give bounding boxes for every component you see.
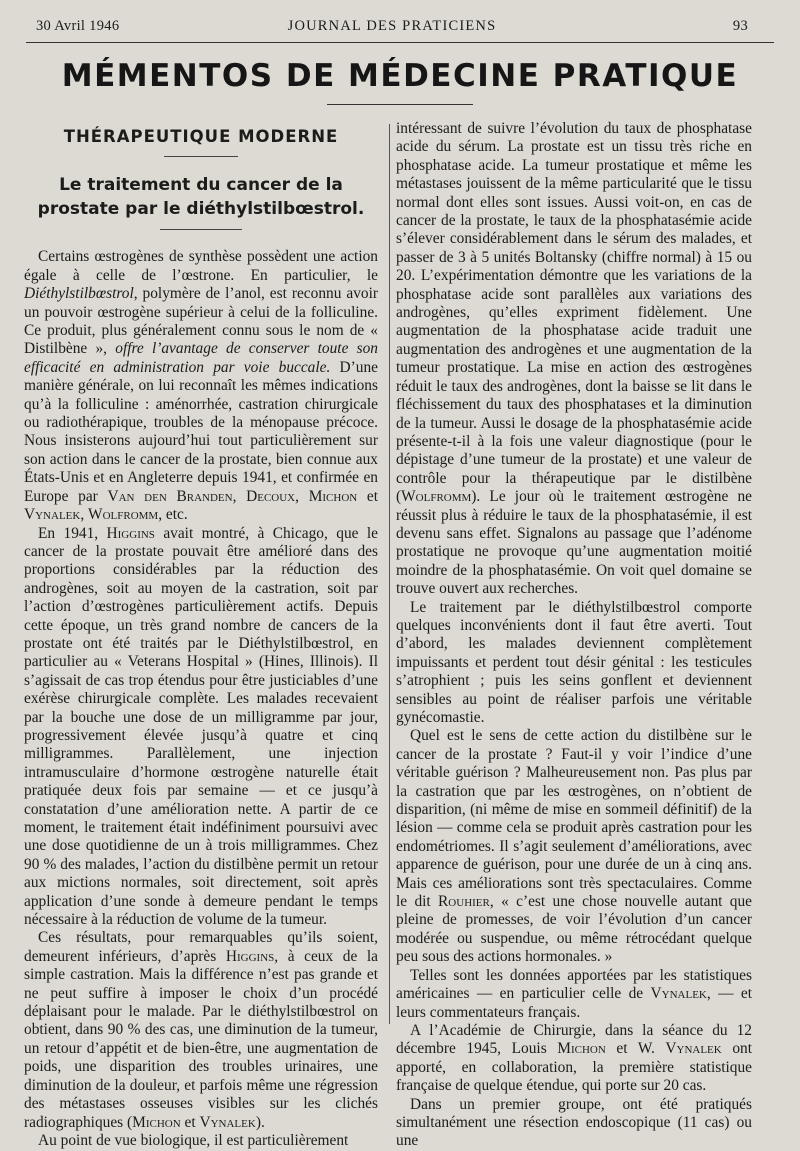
paragraph: Le traitement par le diéthylstilbœstrol comporte quelques inconvénients dont il faut être averti. Tout d’abord, les malades deviennent complètement impuissants et perdent tout désir génital : les testicules s’atrophient ; puis les seins gonflent et deviennent sensibles au point de réaliser parfois une véritable gynécomastie.: [396, 598, 752, 726]
article-title: Le traitement du cancer de la prostate par le diéthylstilbœstrol.: [37, 175, 365, 220]
paragraph: intéressant de suivre l’évolution du taux de phosphatase acide du sérum. La prostate est un tissu très riche en phosphatase acide. La tumeur prostatique et même les métastases jouissent de la même particularité que le tissu normal dont elles sont issues. Aussi voit-on, en cas de cancer de la prostate, le taux de la phosphatasémie acide s’élever considérablement dans le sérum des malades, et passer de 3 à 5 unités Boltansky (chiffre normal) à 15 ou 20. L’expérimentation démontre que les variations de la phosphatase acide sont parallèles aux variations des androgènes, qu’elles expriment fidèlement. Une augmentation de la phosphatase acide traduit une augmentation des androgènes et une augmentation de la tumeur prostatique. La mise en action des œstrogènes réduit le taux des androgènes, dont la baisse se lit dans le fléchissement du taux des phosphatases et la diminution de la tumeur. Aussi le dosage de la phosphatasémie acide présente-t-il à la fois une valeur diagnostique (pour le dépistage d’une tumeur de la prostate) et une valeur de contrôle pour la thérapeutique par le distilbène (Wolfromm). Le jour où le traitement œstrogène ne réussit plus à réduire le taux de la phosphatasémie, il est devenu sans effet. Signalons au passage que l’adénome prostatique ne provoque qu’une augmentation moitié moindre de la phosphatasémie. On voit quel domaine se trouve ouvert aux recherches.: [396, 120, 752, 598]
section-title: THÉRAPEUTIQUE MODERNE: [63, 127, 339, 146]
author-name: Vynalek: [665, 1040, 722, 1058]
section-rule: [164, 156, 238, 157]
author-name: Michon: [132, 1113, 181, 1131]
page-number: 93: [732, 18, 748, 34]
author-name: Wolfromm: [401, 488, 472, 506]
author-name: Rouhier: [438, 893, 490, 911]
journal-name: JOURNAL DES PRATICIENS: [287, 18, 497, 34]
author-name: Van den Branden: [107, 487, 233, 505]
author-name: Wolfromm: [88, 506, 159, 524]
author-name: Vynalek: [199, 1113, 256, 1131]
banner-rule: [327, 104, 473, 105]
title-rule: [160, 229, 242, 230]
paragraph: En 1941, Higgins avait montré, à Chicago, que le cancer de la prostate pouvait être amélioré dans des proportions considérables par la réduction des androgènes, soit au moyen de la castration, soit par l’action d’œstrogènes particulièrement actifs. Depuis cette époque, un très grand nombre de cancers de la prostate ont été traités par le Diéthylstilbœstrol, en particulier au « Veterans Hospital » (Hines, Illinois). Il s’agissait de cas trop étendus pour être justiciables d’une exérèse chirurgicale complète. Les malades recevaient par la bouche une dose de un milligramme par jour, progressivement élevée jusqu’à quatre et cinq milligrammes. Parallèlement, une injection intramusculaire d’hormone œstrogène naturelle était pratiquée deux fois par semaine — et ce jusqu’à constatation d’une amélioration nette. A partir de ce moment, le traitement était indéfiniment poursuivi avec une dose quotidienne de un à trois milligrammes. Chez 90 % des malades, l’action du distilbène permit un retour aux mictions normales, soit directement, soit après application d’une sonde à demeure pendant le temps nécessaire à la réduction de volume de la tumeur.: [24, 524, 378, 929]
author-name: Vynalek: [650, 985, 707, 1003]
author-name: Decoux: [246, 487, 296, 505]
left-column: [24, 120, 378, 1150]
author-name: Higgins: [106, 524, 155, 542]
paragraph: Quel est le sens de cette action du distilbène sur le cancer de la prostate ? Faut-il y voir l’indice d’une véritable guérison ? Malheureusement non. Pas plus par la castration que par les œstrogènes, on n’obtient de disparition, (ni même de mise en sommeil définitif) de la lésion — comme cela se produit après castration pour les endométriomes. Il s’agit seulement d’améliorations, avec apparence de guérison, pour une durée de un à cinq ans. Mais ces améliorations sont très spectaculaires. Comme le dit Rouhier, « c’est une chose nouvelle autant que pleine de promesses, de voir l’évolution d’un cancer modérée ou suspendue, ou même rétrocédant quelque peu sous des actions hormonales. »: [396, 727, 752, 966]
paragraph: A l’Académie de Chirurgie, dans la séance du 12 décembre 1945, Louis Michon et W. Vynalek ont apporté, en collaboration, la première statistique française de quelque étendue, qui porte sur 20 cas.: [396, 1021, 752, 1095]
right-column: [396, 120, 752, 1151]
banner-title: MÉMENTOS DE MÉDECINE PRATIQUE: [61, 58, 739, 94]
paragraph: Certains œstrogènes de synthèse possèdent une action égale à celle de l’œstrone. En particulier, le Diéthylstilbœstrol, polymère de l’anol, est reconnu avoir un pouvoir œstrogène supérieur à celui de la folliculine. Ce produit, plus généralement connu sous le nom de « Distilbène », offre l’avantage de conserver toute son efficacité en administration par voie buccale. D’une manière générale, on lui reconnaît les mêmes indications qu’à la folliculine : aménorrhée, castration chirurgicale ou radiothérapique, troubles de la ménopause précoce. Nous insisterons aujourd’hui tout particulièrement sur son action dans le cancer de la prostate, bien connue aux États-Unis et en Angleterre depuis 1941, et confirmée en Europe par Van den Branden, Decoux, Michon et Vynalek, Wolfromm, etc.: [24, 248, 379, 524]
author-name: Michon: [557, 1040, 606, 1058]
author-name: Vynalek: [24, 506, 81, 524]
paragraph: Dans un premier groupe, ont été pratiqués simultanément une résection endoscopique (11 cas) ou une: [396, 1095, 752, 1150]
column-divider: [389, 124, 390, 1024]
paragraph: Au point de vue biologique, il est particulièrement: [38, 1131, 349, 1149]
running-head: [36, 18, 748, 40]
issue-date: 30 Avril 1946: [36, 18, 120, 34]
author-name: Michon: [308, 487, 358, 505]
paragraph: Ces résultats, pour remarquables qu’ils soient, demeurent inférieurs, d’après Higgins, à ceux de la simple castration. Mais la différence n’est pas grande et ne peut suffire à imposer le choix d’un procédé déplaisant pour le malade. Par le diéthylstilbœstrol on obtient, dans 90 % des cas, une diminution de la tumeur, un retour d’appétit et de bien-être, une augmentation de poids, une disparition des troubles urinaires, une diminution de la douleur, et parfois même une régression des métastases osseuses visibles sur les clichés radiographiques (Michon et Vynalek).: [24, 929, 378, 1131]
paragraph: Telles sont les données apportées par les statistiques américaines — en particulier celle de Vynalek, — et leurs commentateurs français.: [396, 966, 752, 1021]
author-name: Higgins: [225, 947, 275, 965]
header-rule: [26, 42, 774, 43]
